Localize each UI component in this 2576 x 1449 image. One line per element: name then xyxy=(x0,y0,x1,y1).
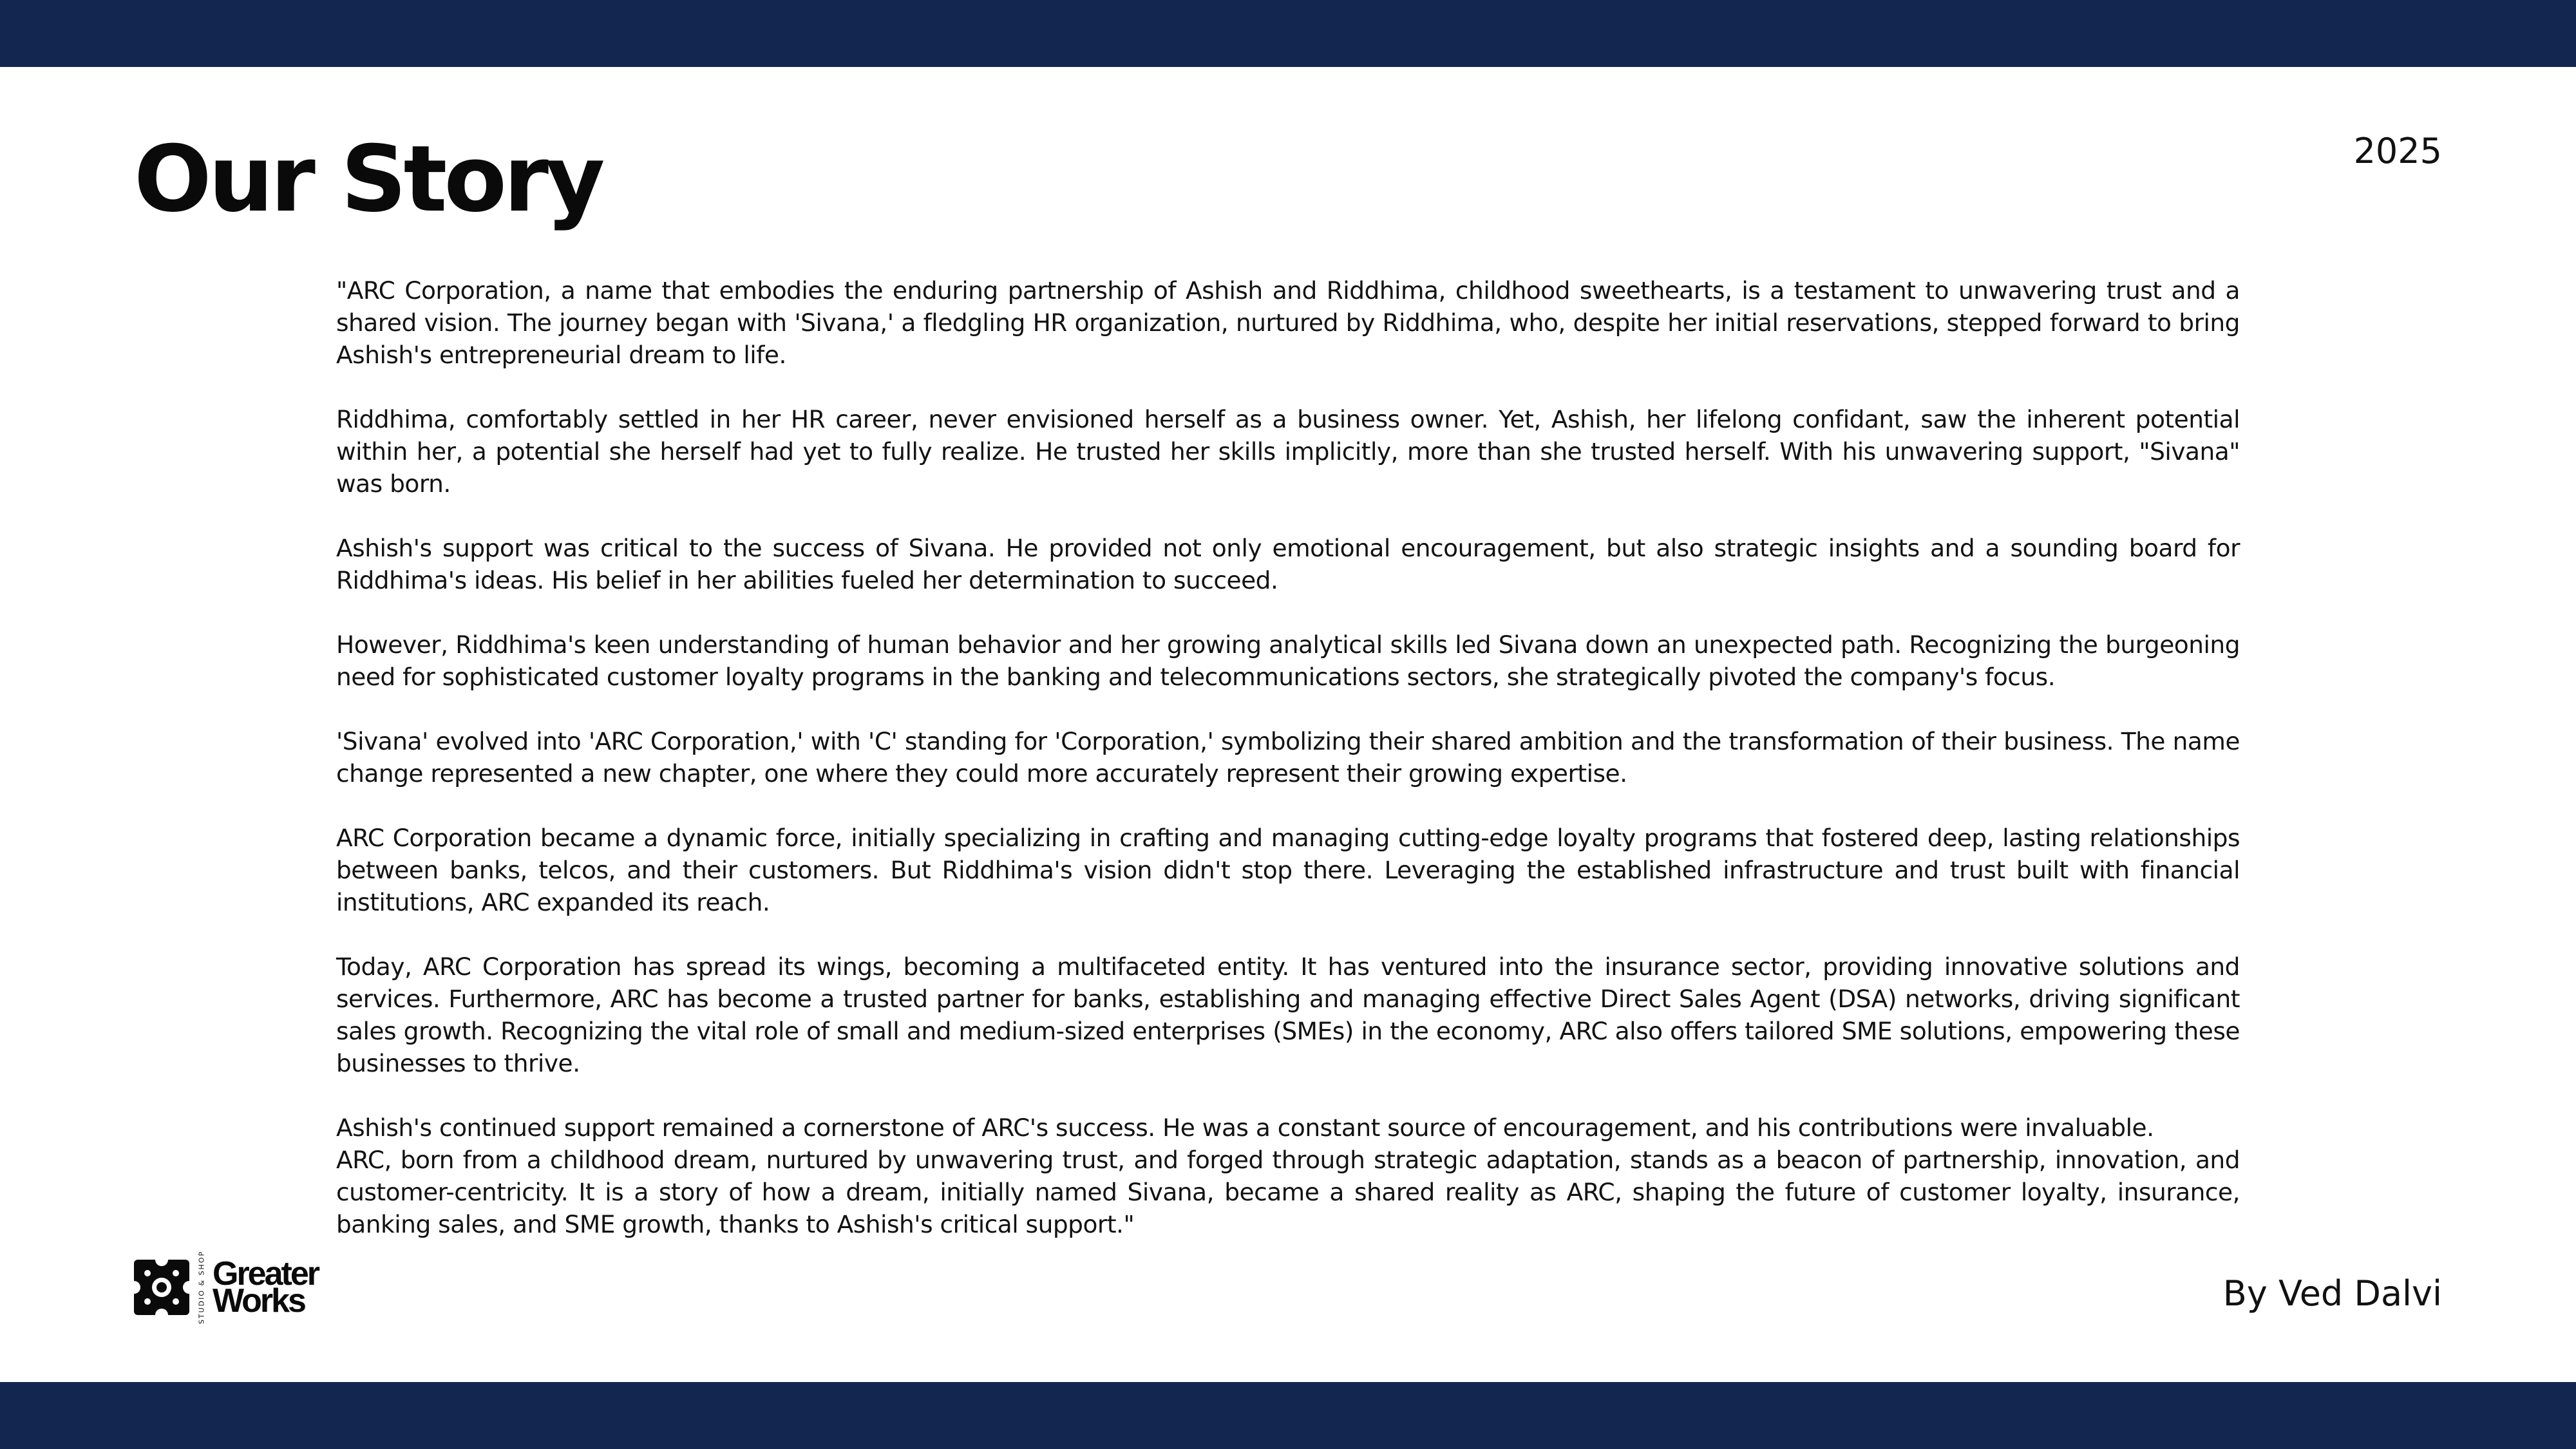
story-paragraph: Today, ARC Corporation has spread its wings, becoming a multifaceted entity. It has ventured into the insurance sector, providing innovative solutions and services. Furthermore, ARC has become a trusted partner for banks, establishing and managing effective Direct Sales Agent (DSA) networks, driving significant sales growth. Recognizing the vital role of small and medium-sized enterprises (SMEs) in the economy, ARC also offers tailored SME solutions, empowering these businesses to thrive. xyxy=(336,952,2240,1077)
story-paragraph: Ashish's support was critical to the success of Sivana. He provided not only emotional encouragement, but also strategic insights and a sounding board for Riddhima's ideas. His belief in her abilities fueled her determination to succeed. xyxy=(336,534,2240,594)
bottom-banner xyxy=(0,1382,2576,1449)
story-paragraph: Ashish's continued support remained a cornerstone of ARC's success. He was a constant source of encouragement, and his contributions were invaluable. xyxy=(336,1113,2154,1142)
author-credit: By Ved Dalvi xyxy=(2222,1273,2442,1314)
story-paragraph: "ARC Corporation, a name that embodies the enduring partnership of Ashish and Riddhima, childhood sweethearts, is a testament to unwavering trust and a shared vision. The journey began with 'Sivana,' a fledgling HR organization, nurtured by Riddhima, who, despite her initial reservations, stepped forward to bring Ashish's entrepreneurial dream to life. xyxy=(336,276,2240,369)
greater-works-logo-mark-icon xyxy=(134,1260,189,1315)
story-paragraph: However, Riddhima's keen understanding of human behavior and her growing analytical skills led Sivana down an unexpected path. Recognizing the burgeoning need for sophisticated customer loyalty programs in the banking and telecommunications sectors, she strategically pivoted the company's focus. xyxy=(336,630,2240,691)
top-banner xyxy=(0,0,2576,67)
page-title: Our Story xyxy=(134,126,602,232)
logo-wordmark xyxy=(213,1255,318,1320)
story-paragraph: ARC, born from a childhood dream, nurtured by unwavering trust, and forged through strategic adaptation, stands as a beacon of partnership, innovation, and customer-centricity. It is a story of how a dream, initially named Sivana, became a shared reality as ARC, shaping the future of customer loyalty, insurance, banking sales, and SME growth, thanks to Ashish's critical support." xyxy=(336,1146,2240,1238)
story-paragraph: 'Sivana' evolved into 'ARC Corporation,' with 'C' standing for 'Corporation,' symbolizing their shared ambition and the transformation of their business. The name change represented a new chapter, one where they could more accurately represent their growing expertise. xyxy=(336,727,2240,788)
logo-wordmark-line2: Works xyxy=(213,1282,305,1320)
greater-works-logo xyxy=(134,1250,318,1325)
story-paragraph: Riddhima, comfortably settled in her HR career, never envisioned herself as a business owner. Yet, Ashish, her lifelong confidant, saw the inherent potential within her, a potential she herself had yet to fully realize. He trusted her skills implicitly, more than she trusted herself. With his unwavering support, "Sivana" was born. xyxy=(336,405,2240,498)
logo-subtext xyxy=(194,1250,209,1325)
year-label: 2025 xyxy=(2353,131,2442,171)
logo-wordmark-line1: Greater xyxy=(213,1255,318,1293)
story-paragraph: ARC Corporation became a dynamic force, initially specializing in crafting and managing cutting-edge loyalty programs that fostered deep, lasting relationships between banks, telcos, and their customers. But Riddhima's vision didn't stop there. Leveraging the established infrastructure and trust built with financial institutions, ARC expanded its reach. xyxy=(336,824,2240,916)
logo-subtext-label: STUDIO & SHOP xyxy=(197,1250,206,1325)
story-body xyxy=(336,274,2240,1240)
